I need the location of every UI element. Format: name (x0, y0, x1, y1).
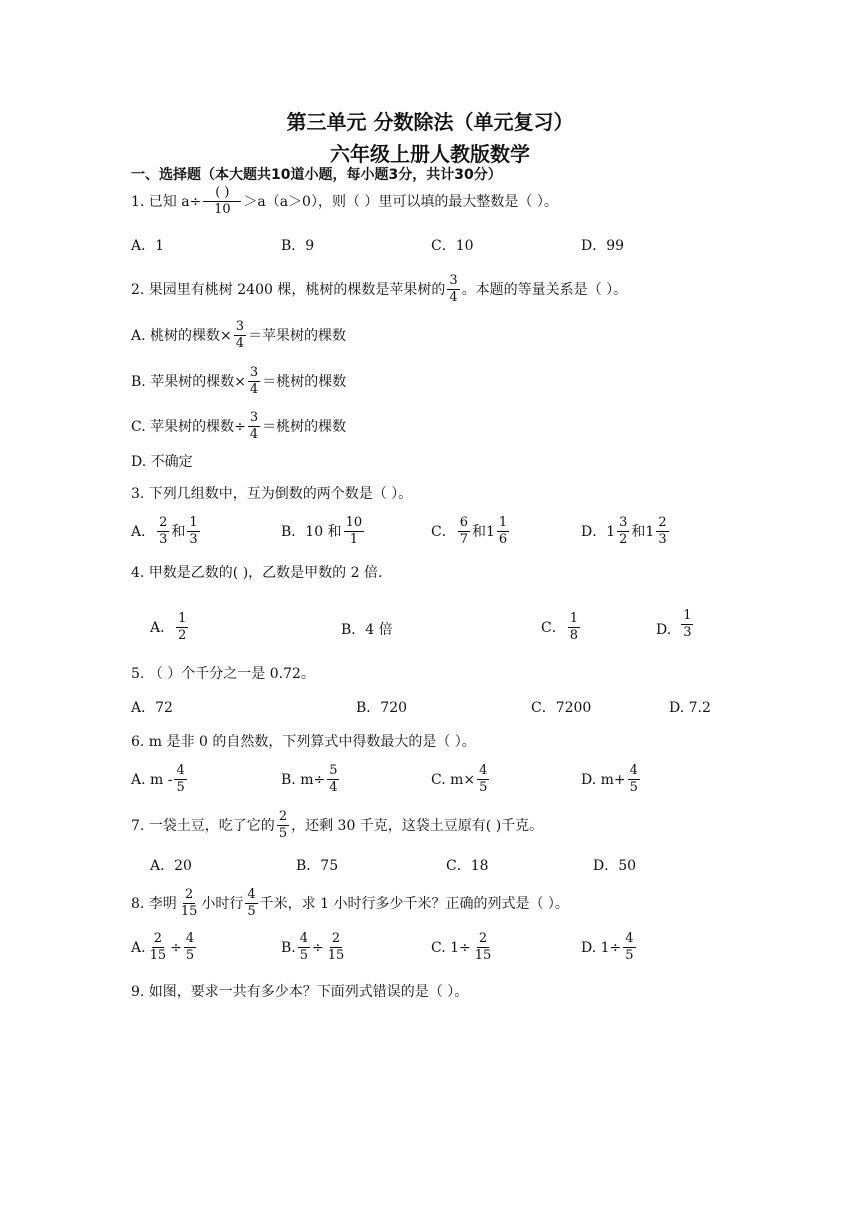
option-b (281, 764, 341, 795)
fraction (656, 516, 668, 547)
question-8 (131, 888, 569, 919)
page-title: 第三单元 分数除法（单元复习） (286, 110, 574, 134)
fraction-denominator: 4 (329, 780, 338, 795)
fraction (187, 516, 199, 547)
option-b-text: B. 苹果树的棵数× (131, 373, 246, 390)
fraction-denominator: 15 (149, 948, 167, 963)
fraction-denominator: 4 (235, 336, 245, 351)
option-c (131, 411, 346, 442)
fraction (248, 366, 260, 397)
option-label: D. m+ (581, 771, 626, 788)
fraction-denominator: 4 (449, 290, 458, 305)
fraction-numerator: 3 (449, 273, 458, 288)
option-a (131, 932, 198, 963)
fraction (248, 411, 260, 442)
fraction-denominator: 2 (178, 628, 187, 643)
fraction-numerator: 4 (629, 763, 638, 778)
option-d (656, 600, 695, 640)
fraction-numerator: 3 (619, 515, 628, 530)
fraction-denominator: 15 (327, 948, 345, 963)
fraction (176, 612, 188, 643)
option-a (131, 516, 202, 547)
fraction-numerator: 3 (249, 365, 259, 380)
option-label: C. m× (431, 771, 476, 788)
fraction-numerator: 2 (278, 809, 288, 824)
question-2-text-a: 2. 果园里有桃树 2400 棵，桃树的棵数是苹果树的 (131, 281, 446, 298)
fraction-denominator: 3 (189, 532, 198, 547)
fraction-numerator: 3 (249, 410, 259, 425)
fraction-denominator: 5 (176, 780, 185, 795)
question-5: 5. （ ）个千分之一是 0.72。 (131, 666, 315, 682)
option-label: B. m÷ (281, 771, 326, 788)
question-7 (131, 810, 543, 841)
fraction-numerator: 1 (178, 611, 187, 626)
option-conjunction: 和1 (631, 523, 655, 540)
fraction-numerator: 5 (329, 763, 338, 778)
option-b: B．9 (281, 238, 315, 254)
option-c: C．7200 (531, 700, 592, 716)
option-c: C．10 (431, 238, 474, 254)
option-label: B．10 和 (281, 523, 342, 540)
question-8-text-m: 小时行 (201, 895, 244, 912)
option-label: D．1 (581, 523, 616, 540)
option-c (541, 612, 582, 643)
option-d: D．50 (593, 858, 637, 874)
fraction (497, 516, 509, 547)
option-b (131, 366, 346, 397)
fraction-numerator: 4 (625, 931, 634, 946)
fraction (234, 320, 246, 351)
option-b (281, 932, 348, 963)
fraction-numerator: 6 (459, 515, 468, 530)
fraction-denominator: 7 (459, 532, 468, 547)
fraction-numerator: 4 (185, 931, 195, 946)
question-6: 6. m 是非 0 的自然数，下列算式中得数最大的是（ ）。 (131, 734, 476, 750)
fraction-denominator: 3 (683, 625, 692, 640)
fraction-denominator: 10 (214, 202, 231, 217)
option-c-text: C. 苹果树的棵数÷ (131, 418, 246, 435)
option-c-text-b: ＝桃树的棵数 (262, 418, 347, 435)
fraction-numerator: 3 (235, 319, 245, 334)
fraction (477, 764, 489, 795)
fraction-numerator: 2 (478, 931, 488, 946)
question-8-text-b: 千米，求 1 小时行多少千米？正确的列式是（ ）。 (259, 895, 569, 912)
section-heading: 一、选择题（本大题共10道小题，每小题3分，共计30分） (131, 167, 502, 183)
fraction-numerator: ( ) (203, 186, 241, 202)
operator: ÷ (170, 939, 182, 956)
question-2-text-b: 。本题的等量关系是（ ）。 (461, 281, 628, 298)
fraction-numerator: 2 (658, 515, 667, 530)
fraction-numerator: 4 (479, 763, 488, 778)
fraction-denominator: 5 (185, 948, 195, 963)
fraction-denominator: 2 (619, 532, 628, 547)
option-d (581, 932, 638, 963)
fraction (203, 186, 241, 217)
question-7-text-a: 7. 一袋土豆，吃了它的 (131, 817, 275, 834)
option-a (150, 612, 190, 643)
option-label: A． (131, 523, 156, 540)
fraction (327, 764, 339, 795)
fraction (617, 516, 629, 547)
option-label: C． (431, 523, 456, 540)
option-a (131, 320, 346, 351)
fraction-denominator: 4 (249, 427, 259, 442)
fraction (473, 932, 494, 963)
option-a-text: A. 桃树的棵数× (131, 327, 232, 344)
fraction-denominator: 3 (159, 532, 168, 547)
option-label: D. 1÷ (581, 939, 622, 956)
option-c: C．18 (446, 858, 489, 874)
question-8-text-a: 8. 李明 (131, 895, 177, 912)
fraction-denominator: 15 (474, 948, 492, 963)
operator: ÷ (312, 939, 324, 956)
fraction-numerator: 2 (184, 887, 194, 902)
fraction (148, 932, 169, 963)
fraction (447, 274, 459, 305)
fraction (277, 810, 289, 841)
fraction-denominator: 1 (349, 532, 358, 547)
fraction (245, 888, 257, 919)
option-label: A． (150, 619, 175, 636)
fraction-numerator: 1 (189, 515, 198, 530)
option-d (581, 516, 671, 547)
fraction (184, 932, 196, 963)
option-a-text-b: ＝苹果树的棵数 (248, 327, 347, 344)
fraction-denominator: 8 (569, 628, 578, 643)
option-a (131, 764, 189, 795)
fraction-numerator: 4 (247, 887, 256, 902)
fraction-numerator: 2 (331, 931, 341, 946)
option-b (281, 516, 366, 547)
question-3: 3. 下列几组数中，互为倒数的两个数是（ ）。 (131, 486, 413, 502)
fraction (623, 932, 635, 963)
option-d: D. 不确定 (131, 454, 193, 470)
option-a: A．20 (150, 858, 192, 874)
option-label: A. m - (131, 771, 173, 788)
fraction-denominator: 15 (180, 904, 198, 919)
option-label: C． (541, 619, 566, 636)
option-d: D．99 (581, 238, 625, 254)
option-label: A. (131, 939, 146, 956)
fraction-numerator: 1 (498, 515, 508, 530)
fraction-denominator: 3 (658, 532, 667, 547)
option-c (431, 764, 491, 795)
fraction-numerator: 1 (683, 608, 692, 623)
fraction (681, 609, 693, 640)
fraction-numerator: 4 (299, 931, 309, 946)
option-c (431, 932, 495, 963)
question-1-text-a: 1. 已知 a÷ (131, 193, 202, 210)
fraction (326, 932, 347, 963)
option-c (431, 516, 511, 547)
fraction-numerator: 1 (569, 611, 578, 626)
option-b: B．4 倍 (341, 622, 393, 638)
page-subtitle: 六年级上册人教版数学 (330, 142, 530, 166)
fraction (628, 764, 640, 795)
fraction-numerator: 2 (159, 515, 168, 530)
option-d (581, 764, 642, 795)
fraction-denominator: 4 (249, 382, 259, 397)
question-9: 9. 如图，要求一共有多少本？下面列式错误的是（ ）。 (131, 984, 469, 1000)
fraction (179, 888, 200, 919)
option-b: B．75 (296, 858, 339, 874)
fraction (458, 516, 470, 547)
question-1 (131, 186, 558, 217)
option-label: C. 1÷ (431, 939, 471, 956)
fraction (174, 764, 186, 795)
fraction-denominator: 5 (479, 780, 488, 795)
option-conjunction: 和 (171, 523, 186, 540)
fraction-denominator: 5 (625, 948, 634, 963)
option-conjunction: 和1 (472, 523, 495, 540)
fraction (157, 516, 169, 547)
fraction-denominator: 5 (299, 948, 309, 963)
fraction (298, 932, 310, 963)
fraction-denominator: 5 (629, 780, 638, 795)
fraction (568, 612, 580, 643)
question-2 (131, 274, 627, 305)
fraction-denominator: 5 (278, 826, 288, 841)
fraction-numerator: 4 (176, 763, 185, 778)
question-1-text-b: ＞a（a＞0），则（ ）里可以填的最大整数是（ ）。 (243, 193, 558, 210)
option-a: A．1 (131, 238, 165, 254)
option-b: B．720 (356, 700, 408, 716)
question-7-text-b: ，还剩 30 千克，这袋土豆原有( )千克。 (291, 817, 544, 834)
fraction-numerator: 2 (153, 931, 162, 946)
fraction (344, 516, 365, 547)
option-d: D. 7.2 (669, 700, 711, 716)
fraction-numerator: 10 (345, 515, 363, 530)
fraction-denominator: 5 (247, 904, 256, 919)
question-4: 4. 甲数是乙数的( )，乙数是甲数的 2 倍. (131, 565, 383, 581)
option-b-text-b: ＝桃树的棵数 (262, 373, 347, 390)
option-label: D. (656, 622, 672, 638)
option-label: B. (281, 939, 296, 956)
fraction-denominator: 6 (498, 532, 508, 547)
option-a: A．72 (131, 700, 173, 716)
